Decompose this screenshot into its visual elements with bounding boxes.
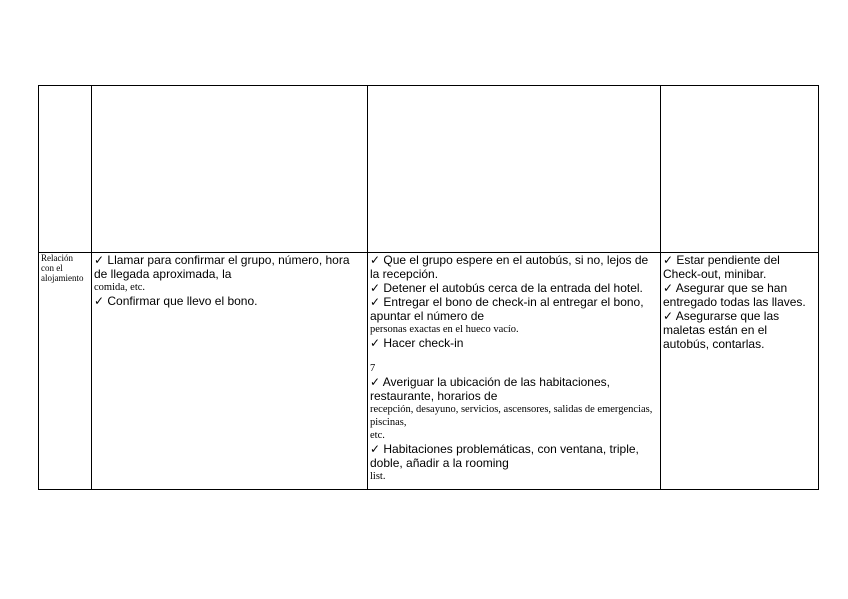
- cell-text-line: ✓ Detener el autobús cerca de la entrada del hotel.: [370, 281, 643, 295]
- departure-cell: [661, 253, 819, 490]
- table-row-accommodation: [39, 253, 819, 490]
- on-arrival-cell: [368, 253, 661, 490]
- cell-text-line: ✓ Habitaciones problemáticas, con ventana, triple, doble, añadir a la rooming: [370, 442, 639, 470]
- cell-text-line: ✓ Hacer check-in: [370, 336, 464, 350]
- cell-text-line: personas exactas en el hueco vacío.: [370, 324, 519, 335]
- cell-text-line: ✓ Averiguar la ubicación de las habitaciones, restaurante, horarios de: [370, 375, 610, 403]
- row-label-line: Relación: [41, 253, 73, 263]
- before-arrival-cell: [92, 253, 368, 490]
- row-label-line: con el: [41, 263, 63, 273]
- cell-text-line: ✓ Que el grupo espere en el autobús, si no, lejos de la recepción.: [370, 253, 649, 281]
- cell-text-line: list.: [370, 471, 386, 482]
- cell-text-line: ✓ Entregar el bono de check-in al entregar el bono, apuntar el número de: [370, 295, 644, 323]
- row-label-cell: [39, 253, 92, 490]
- cell-text-line: 7: [370, 363, 376, 374]
- cell-text-line: comida, etc.: [94, 282, 146, 293]
- cell-text-line: ✓ Confirmar que llevo el bono.: [94, 294, 258, 308]
- empty-cell: [368, 86, 661, 253]
- table-row-empty: [39, 86, 819, 253]
- spacer: [370, 350, 658, 362]
- planning-table: [38, 85, 819, 490]
- cell-text-line: ✓ Asegurar que se han entregado todas las llaves.: [663, 281, 806, 309]
- empty-cell: [92, 86, 368, 253]
- cell-text-line: etc.: [370, 430, 385, 441]
- cell-text-line: ✓ Llamar para confirmar el grupo, número, hora de llegada aproximada, la: [94, 253, 350, 281]
- cell-text-line: recepción, desayuno, servicios, ascensores, salidas de emergencias, piscinas,: [370, 404, 653, 428]
- empty-cell: [661, 86, 819, 253]
- empty-cell: [39, 86, 92, 253]
- cell-text-line: ✓ Estar pendiente del Check-out, minibar.: [663, 253, 780, 281]
- cell-text-line: ✓ Asegurarse que las maletas están en el autobús, contarlas.: [663, 309, 780, 351]
- row-label-line: alojamiento: [41, 273, 84, 283]
